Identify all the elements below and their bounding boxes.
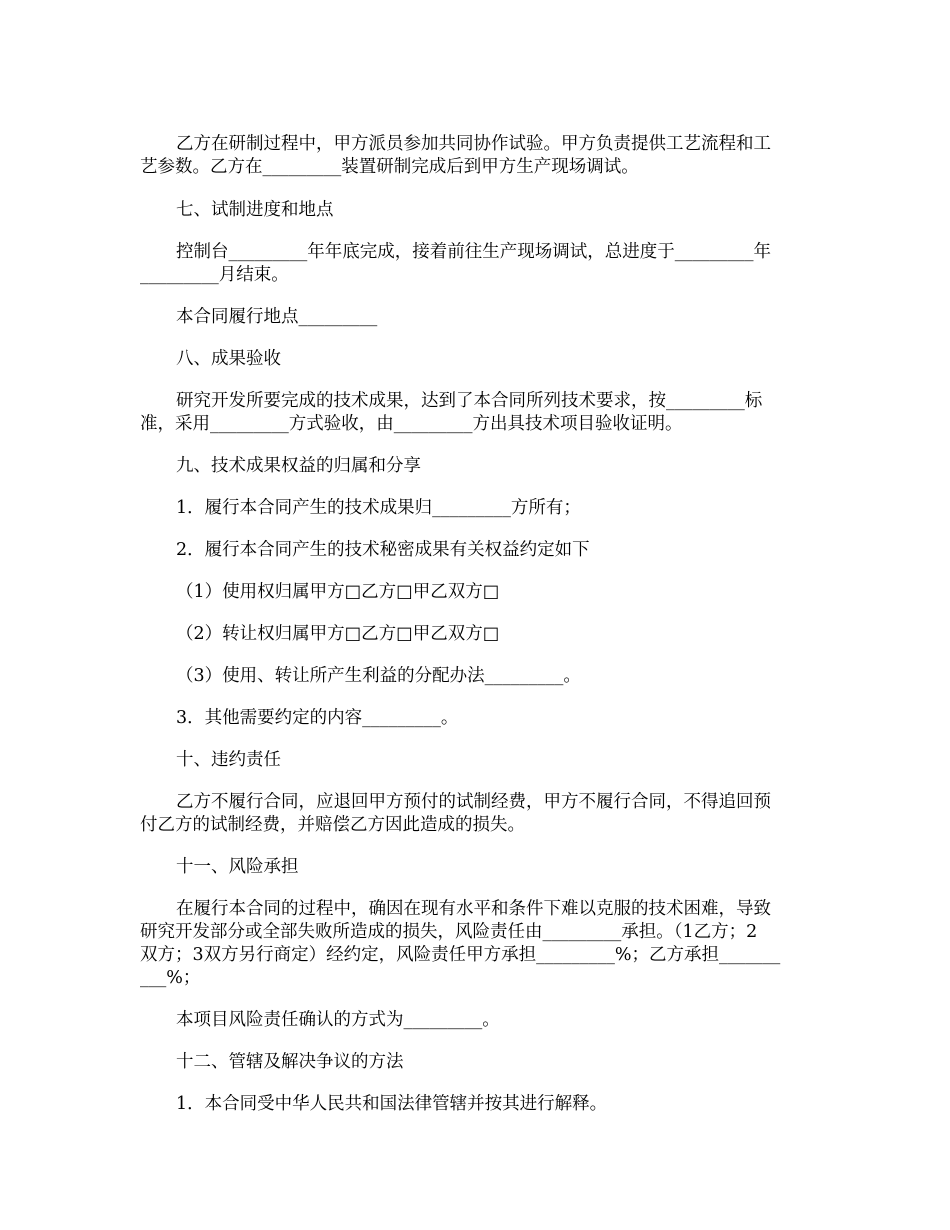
- paragraph-line: 在履行本合同的过程中，确因在现有水平和条件下难以克服的技术困难，导致: [176, 899, 771, 919]
- paragraph-line: 付乙方的试制经费，并赔偿乙方因此造成的损失。: [140, 815, 525, 835]
- section-heading-12: 十二、管辖及解决争议的方法: [176, 1052, 404, 1072]
- sub-list-item: （1）使用权归属甲方□乙方□甲乙双方□: [176, 582, 500, 602]
- section-heading-9: 九、技术成果权益的归属和分享: [176, 456, 421, 476]
- list-item: 2．履行本合同产生的技术秘密成果有关权益约定如下: [176, 540, 590, 560]
- paragraph-line: 本合同履行地点_________: [176, 307, 378, 327]
- paragraph-line: 研究开发所要完成的技术成果，达到了本合同所列技术要求，按_________标: [176, 391, 763, 411]
- sub-list-item: （2）转让权归属甲方□乙方□甲乙双方□: [176, 624, 500, 644]
- section-heading-10: 十、违约责任: [176, 750, 281, 770]
- sub-list-item: （3）使用、转让所产生利益的分配办法_________。: [176, 666, 581, 686]
- paragraph-line: 艺参数。乙方在_________装置研制完成后到甲方生产现场调试。: [140, 157, 639, 177]
- section-heading-7: 七、试制进度和地点: [176, 200, 334, 220]
- paragraph-line: ___%；: [140, 968, 201, 988]
- list-item: 1．履行本合同产生的技术成果归_________方所有；: [176, 498, 581, 518]
- paragraph-line: 乙方在研制过程中，甲方派员参加共同协作试验。甲方负责提供工艺流程和工: [176, 134, 771, 154]
- paragraph-line: 乙方不履行合同，应退回甲方预付的试制经费，甲方不履行合同，不得追回预: [176, 792, 771, 812]
- paragraph-line: 准，采用_________方式验收，由_________方出具技术项目验收证明。: [140, 414, 683, 434]
- paragraph-line: 双方；3双方另行商定）经约定，风险责任甲方承担_________%；乙方承担_______: [140, 945, 781, 965]
- list-item: 1．本合同受中华人民共和国法律管辖并按其进行解释。: [176, 1094, 608, 1114]
- paragraph-line: 本项目风险责任确认的方式为_________。: [176, 1010, 500, 1030]
- paragraph-line: _________月结束。: [140, 265, 289, 285]
- paragraph-line: 控制台_________年年底完成，接着前往生产现场调试，总进度于_________年: [176, 242, 771, 262]
- paragraph-line: 研究开发部分或全部失败所造成的损失，风险责任由_________承担。（1乙方；2: [140, 922, 758, 942]
- list-item: 3．其他需要约定的内容_________。: [176, 708, 459, 728]
- section-heading-8: 八、成果验收: [176, 349, 281, 369]
- section-heading-11: 十一、风险承担: [176, 857, 299, 877]
